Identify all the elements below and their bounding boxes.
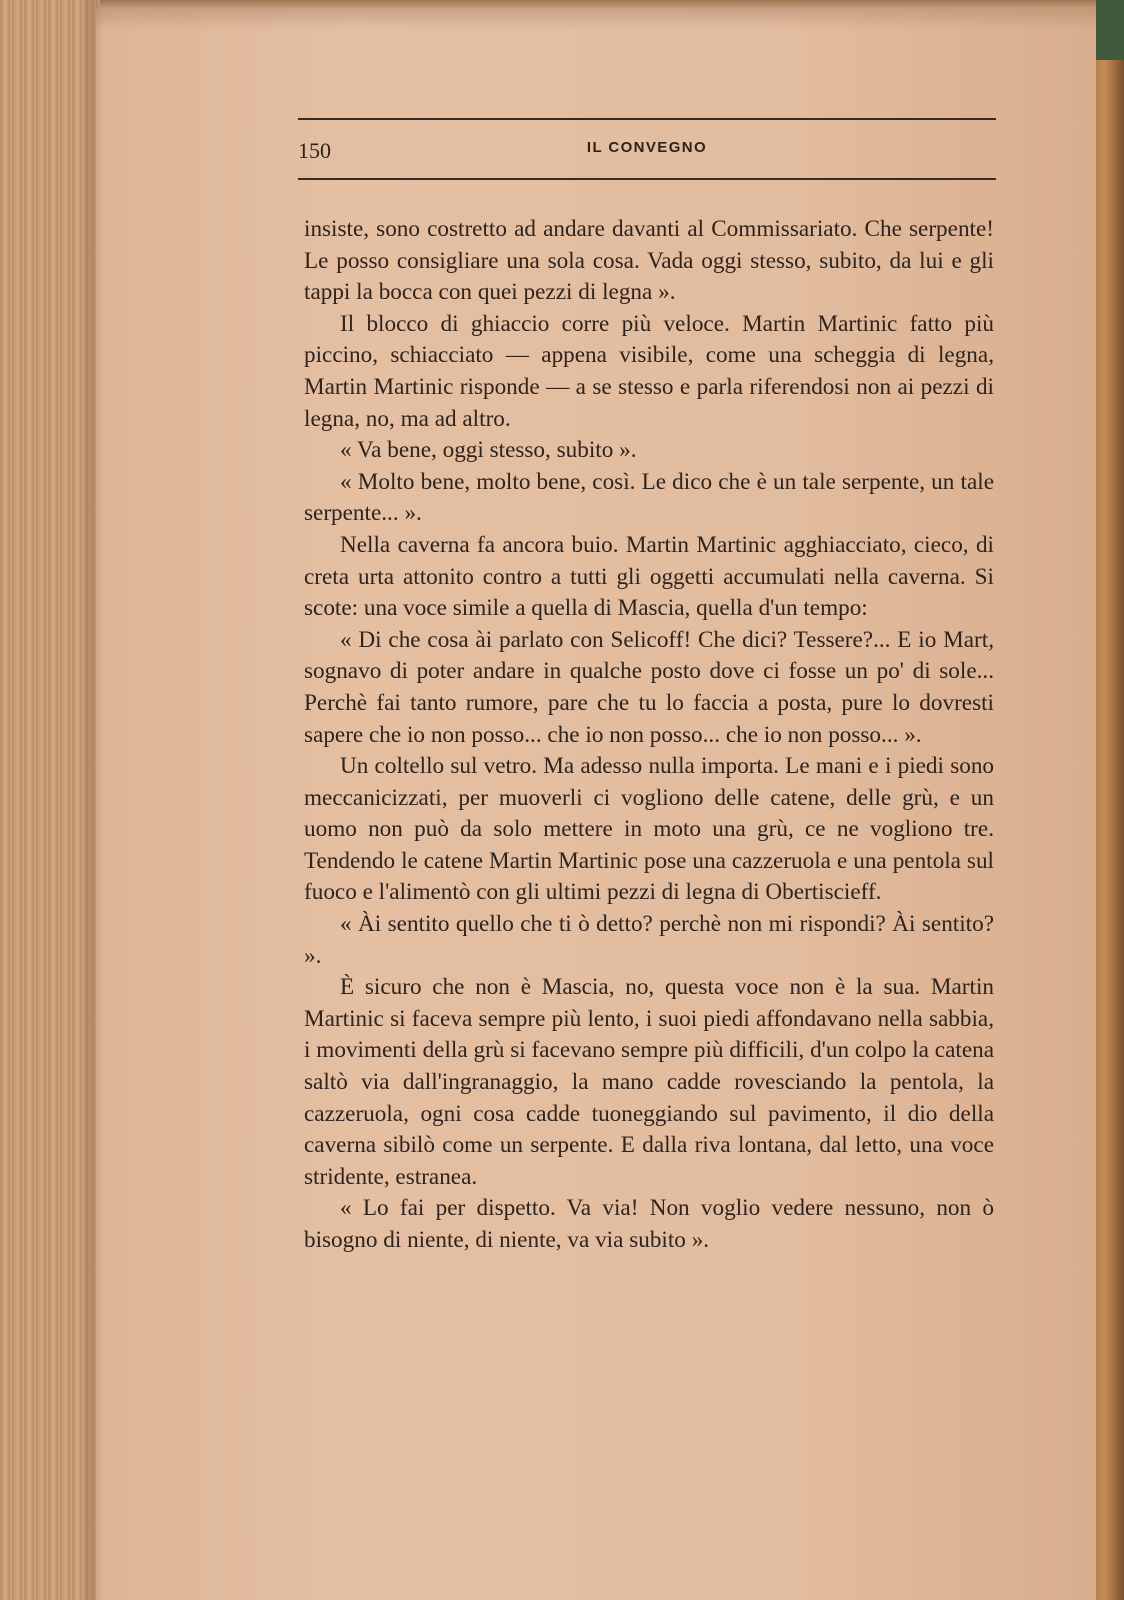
page-stack-edges <box>0 0 100 1600</box>
binding-cover-corner <box>1096 0 1124 60</box>
paragraph: « Ài sentito quello che ti ò detto? perchè non mi rispondi? Ài sentito? ». <box>304 911 994 969</box>
paragraph: « Di che cosa ài parlato con Selicoff! Che dici? Tessere?... E io Mart, sognavo di poter andare in qualche posto dove ci fosse un po' di sole... Perchè fai tanto rumore, pare che tu lo faccia a posta, pure lo dovresti sapere che io non posso... che io non posso... che io non posso... ». <box>304 626 994 748</box>
paragraph: insiste, sono costretto ad andare davanti al Commissariato. Che serpente! Le posso consigliare una sola cosa. Vada oggi stesso, subito, da lui e gli tappi la bocca con quei pezzi di legna ». <box>304 216 994 306</box>
paragraph: Nella caverna fa ancora buio. Martin Martinic agghiacciato, cieco, di creta urta attonito contro a tutti gli oggetti accumulati nella caverna. Si scote: una voce simile a quella di Mascia, quella d'un tempo: <box>304 531 994 622</box>
paragraph: « Molto bene, molto bene, così. Le dico che è un tale serpente, un tale serpente... ». <box>304 468 994 527</box>
header-rule-top <box>298 118 996 120</box>
book-binding <box>1096 0 1124 1600</box>
gutter-shadow <box>86 0 104 1600</box>
paragraph: « Lo fai per dispetto. Va via! Non voglio vedere nessuno, non ò bisogno di niente, di niente, va via subito ». <box>304 1195 994 1253</box>
page-header <box>298 118 996 184</box>
page-number: 150 <box>298 138 331 163</box>
header-rule-bottom <box>298 178 996 180</box>
paragraph: È sicuro che non è Mascia, no, questa voce non è la sua. Martin Martinic si faceva sempre più lento, i suoi piedi affondavano nella sabbia, i movimenti della grù si facevano sempre più difficili, d'un colpo la catena saltò via dall'ingranaggio, la mano cadde rovesciando la pentola, la cazzeruola, ogni cosa cadde tuoneggiando sul pavimento, il dio della caverna sibilò come un serpente. E dalla riva lontana, dal letto, una voce stridente, estranea. <box>304 974 994 1190</box>
paragraph: Il blocco di ghiaccio corre più veloce. Martin Martinic fatto più piccino, schiacciato — appena visibile, come una scheggia di legna, Martin Martinic risponde — a se stesso e parla riferendosi non ai pezzi di legna, no, ma ad altro. <box>304 310 994 432</box>
body-text <box>304 214 994 1257</box>
paragraph: « Va bene, oggi stesso, subito ». <box>340 437 637 464</box>
top-edge <box>0 0 1124 8</box>
running-title: IL CONVEGNO <box>586 139 708 156</box>
paragraph: Un coltello sul vetro. Ma adesso nulla importa. Le mani e i piedi sono meccanicizzati, per muoverli ci vogliono delle catene, delle grù, e un uomo non può da solo mettere in moto una grù, ce ne vogliono tre. Tendendo le catene Martin Martinic pose una cazzeruola e una pentola sul fuoco e l'alimentò con gli ultimi pezzi di legna di Obertiscieff. <box>304 753 994 906</box>
top-shadow <box>96 8 1096 30</box>
